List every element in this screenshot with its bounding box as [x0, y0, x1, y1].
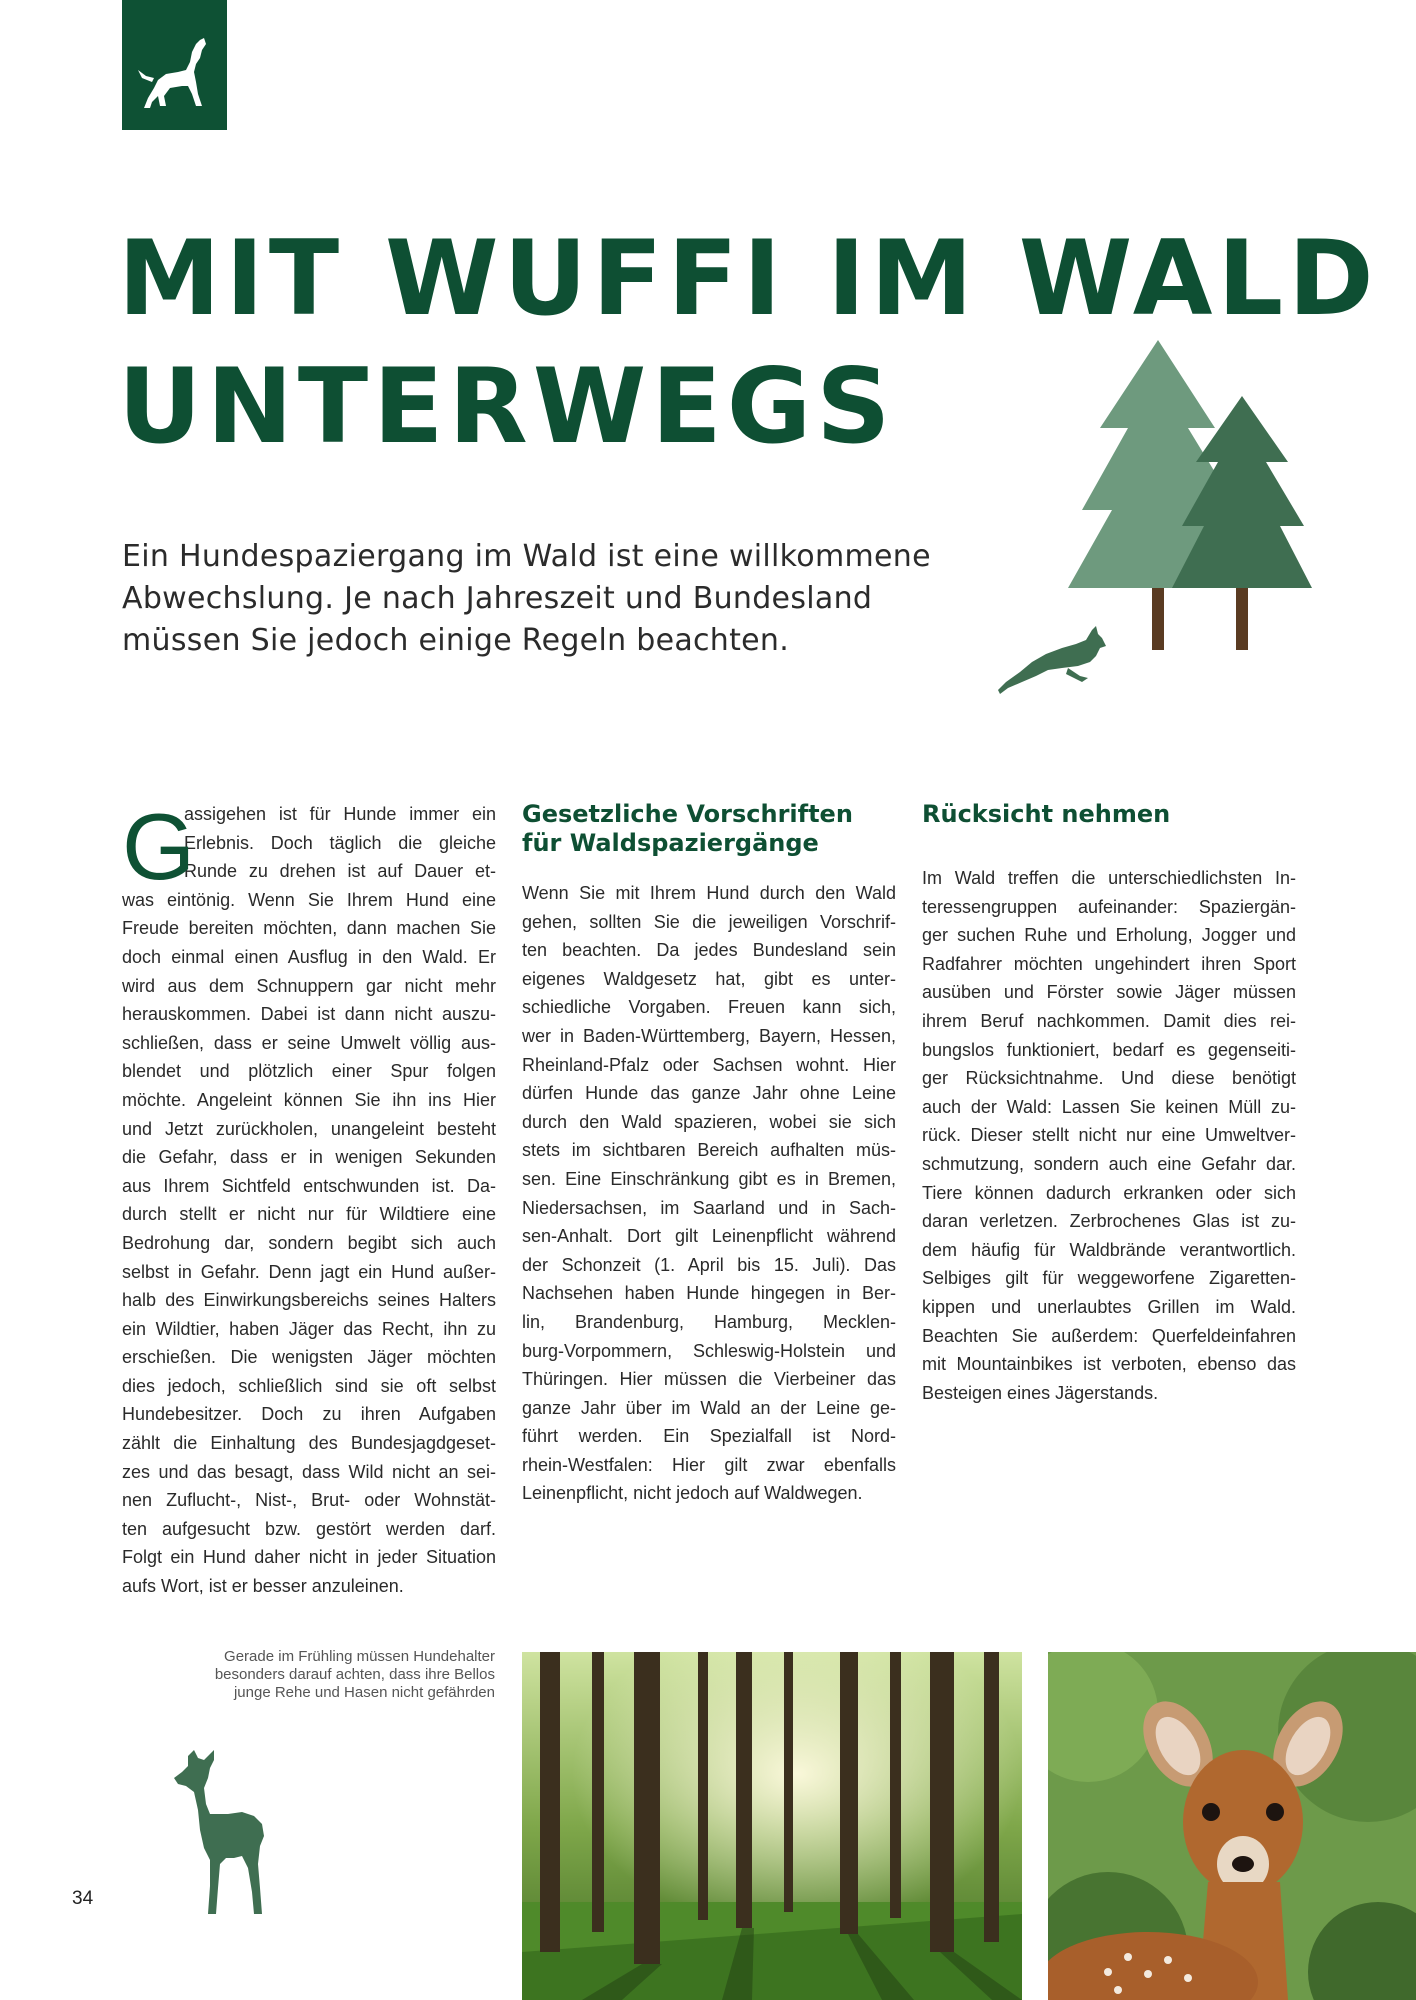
body-line: bungslos funktioniert, bedarf es gegenseiti- — [922, 1039, 1296, 1060]
body-line: der Schonzeit (1. April bis 15. Juli). Das — [522, 1254, 896, 1275]
body-line: Selbiges gilt für weggeworfene Zigaretten- — [922, 1268, 1296, 1289]
body-line: teressengruppen aufeinander: Spaziergän- — [922, 896, 1296, 917]
body-line: dürfen Hunde das ganze Jahr ohne Leine — [522, 1083, 896, 1104]
body-line: Beachten Sie außerdem: Querfeldeinfahren — [922, 1325, 1296, 1346]
body-line: aus Ihrem Sichtfeld entschwunden ist. Da- — [122, 1175, 496, 1196]
tree-trunk-right — [1236, 580, 1248, 650]
section-heading: Rücksicht nehmen — [922, 800, 1171, 828]
body-line: Erlebnis. Doch täglich die gleiche — [184, 832, 496, 853]
lead-line: Abwechslung. Je nach Jahreszeit und Bundesland — [122, 581, 873, 616]
section-heading-line: für Waldspaziergänge — [522, 829, 819, 857]
body-line: Niedersachsen, im Saarland und in Sach- — [522, 1197, 896, 1218]
body-line: gehen, sollten Sie die jeweiligen Vorschrif- — [522, 911, 896, 932]
article-column-1 — [122, 794, 496, 1601]
body-line: Folgt ein Hund daher nicht in jeder Situation — [122, 1547, 496, 1568]
body-line: zes und das besagt, dass Wild nicht an sei- — [122, 1461, 496, 1482]
body-line: durch den Wald spazieren, wobei sie sich — [522, 1111, 896, 1132]
body-line: burg-Vorpommern, Schleswig-Holstein und — [522, 1340, 896, 1361]
body-line: die Gefahr, dass er in wenigen Sekunden — [122, 1147, 496, 1168]
page-title-line-1: MIT WUFFI IM WALD — [118, 219, 1379, 339]
body-line: ihrem Beruf nachkommen. Damit dies rei- — [922, 1010, 1296, 1031]
howling-wolf-icon — [136, 36, 216, 112]
body-line: ten beachten. Da jedes Bundesland sein — [522, 940, 896, 961]
body-line: ten aufgesucht bzw. gestört werden darf. — [122, 1518, 496, 1539]
body-line: Tiere können dadurch erkranken oder sich — [922, 1182, 1296, 1203]
body-line: stets im sichtbaren Bereich aufhalten müs- — [522, 1140, 896, 1161]
body-line: Im Wald treffen die unterschiedlichsten In- — [922, 868, 1296, 888]
body-line: dies jedoch, schließlich sind sie oft selbst — [122, 1375, 496, 1396]
caption-line: Gerade im Frühling müssen Hundehalter — [224, 1648, 495, 1665]
body-line: rück. Dieser stellt nicht nur eine Umweltver- — [922, 1125, 1296, 1146]
body-line: assigehen ist für Hunde immer ein — [184, 804, 496, 824]
lead-line: Ein Hundespaziergang im Wald ist eine willkommene — [122, 539, 931, 574]
body-line: wer in Baden-Württemberg, Bayern, Hessen, — [522, 1025, 896, 1046]
body-line: kippen und unerlaubtes Grillen im Wald. — [922, 1296, 1296, 1317]
body-line: daran verletzen. Zerbrochenes Glas ist zu- — [922, 1211, 1296, 1232]
photo-caption — [150, 1648, 495, 1702]
body-line: Runde zu drehen ist auf Dauer et- — [184, 861, 496, 882]
article-column-3 — [922, 800, 1296, 1407]
body-line: ein Wildtier, haben Jäger das Recht, ihn zu — [122, 1318, 496, 1339]
body-line: führt werden. Ein Spezialfall ist Nord- — [522, 1426, 896, 1447]
body-line: auch der Wald: Lassen Sie keinen Müll zu- — [922, 1096, 1296, 1117]
body-line: Thüringen. Hier müssen die Vierbeiner das — [522, 1369, 896, 1390]
body-line: doch einmal einen Ausflug in den Wald. Er — [122, 946, 496, 967]
leaping-hare-icon — [996, 626, 1108, 696]
wolf-badge — [122, 0, 227, 130]
body-line: selbst in Gefahr. Denn jagt ein Hund außer- — [122, 1261, 496, 1282]
body-line: ger suchen Ruhe und Erholung, Jogger und — [922, 925, 1296, 946]
section-heading-line: Gesetzliche Vorschriften — [522, 800, 853, 828]
fawn-image — [1048, 1652, 1416, 2000]
body-line: schiedliche Vorgaben. Freuen kann sich, — [522, 997, 896, 1018]
body-line: Rheinland-Pfalz oder Sachsen wohnt. Hier — [522, 1054, 896, 1075]
body-line: lin, Brandenburg, Hamburg, Mecklen- — [522, 1311, 896, 1332]
body-line: Bedrohung dar, sondern begibt sich auch — [122, 1232, 496, 1253]
body-line: durch stellt er nicht nur für Wildtiere eine — [122, 1204, 496, 1225]
body-line: und Jetzt zurückholen, unangeleint besteht — [122, 1118, 496, 1139]
body-line: mit Mountainbikes ist verboten, ebenso das — [922, 1354, 1296, 1375]
body-line: herauskommen. Dabei ist dann nicht auszu- — [122, 1004, 496, 1025]
forest-image — [522, 1652, 1022, 2000]
lead-line: müssen Sie jedoch einige Regeln beachten. — [122, 623, 790, 658]
body-line: dem häufig für Waldbrände verantwortlich. — [922, 1239, 1296, 1260]
body-line: halb des Einwirkungsbereichs seines Halters — [122, 1290, 496, 1311]
body-line: Freude bereiten möchten, dann machen Sie — [122, 918, 496, 939]
caption-line: besonders darauf achten, dass ihre Bellos — [214, 1666, 495, 1683]
article-column-2 — [522, 800, 896, 1508]
forest-photo — [522, 1652, 1022, 2000]
body-line: zählt die Einhaltung des Bundesjagdgeset- — [122, 1433, 496, 1454]
body-line: schließen, dass er seine Umwelt völlig aus- — [122, 1032, 496, 1053]
caption-line: junge Rehe und Hasen nicht gefährden — [233, 1684, 495, 1701]
body-line: schmutzung, sondern auch eine Gefahr dar. — [922, 1153, 1296, 1174]
body-line: sen. Eine Einschränkung gibt es in Bremen, — [522, 1168, 896, 1189]
body-line: sen-Anhalt. Dort gilt Leinenpflicht während — [522, 1226, 896, 1247]
body-line: wird aus dem Schnuppern gar nicht mehr — [122, 975, 496, 996]
body-line: rhein-Westfalen: Hier gilt zwar ebenfalls — [522, 1454, 896, 1475]
body-line: Besteigen eines Jägerstands. — [922, 1382, 1159, 1403]
body-line: aufs Wort, ist er besser anzuleinen. — [122, 1576, 404, 1597]
body-line: Wenn Sie mit Ihrem Hund durch den Wald — [522, 883, 896, 903]
lead-paragraph — [122, 536, 931, 662]
body-line: nen Zuflucht-, Nist-, Brut- oder Wohnstät- — [122, 1490, 496, 1511]
body-line: Leinenpflicht, nicht jedoch auf Waldwegen. — [522, 1483, 863, 1504]
body-line: Nachsehen haben Hunde hingegen in Ber- — [522, 1283, 896, 1304]
body-line: möchte. Angeleint können Sie ihn ins Hier — [122, 1089, 496, 1110]
body-line: ausüben und Förster sowie Jäger müssen — [922, 982, 1296, 1003]
body-line: ger Rücksichtnahme. Und diese benötigt — [922, 1068, 1296, 1089]
tree-trunk-left — [1152, 580, 1164, 650]
page-number: 34 — [72, 1888, 94, 1909]
body-line: Hundebesitzer. Doch zu ihren Aufgaben — [122, 1404, 496, 1425]
body-line: was eintönig. Wenn Sie Ihrem Hund eine — [122, 889, 496, 910]
fawn-silhouette-icon — [170, 1748, 270, 1918]
body-line: eigenes Waldgesetz hat, gibt es unter- — [522, 968, 896, 989]
body-line: ganze Jahr über im Wald an der Leine ge- — [522, 1397, 896, 1418]
fawn-photo — [1048, 1652, 1416, 2000]
body-line: Radfahrer möchten ungehindert ihren Sport — [922, 953, 1296, 974]
pine-trees-illustration — [1060, 330, 1320, 660]
drop-cap: G — [122, 794, 196, 899]
page-title-line-2: UNTERWEGS — [118, 347, 896, 467]
body-line: blendet und plötzlich einer Spur folgen — [122, 1061, 496, 1082]
body-line: erschießen. Die wenigsten Jäger möchten — [122, 1347, 496, 1368]
